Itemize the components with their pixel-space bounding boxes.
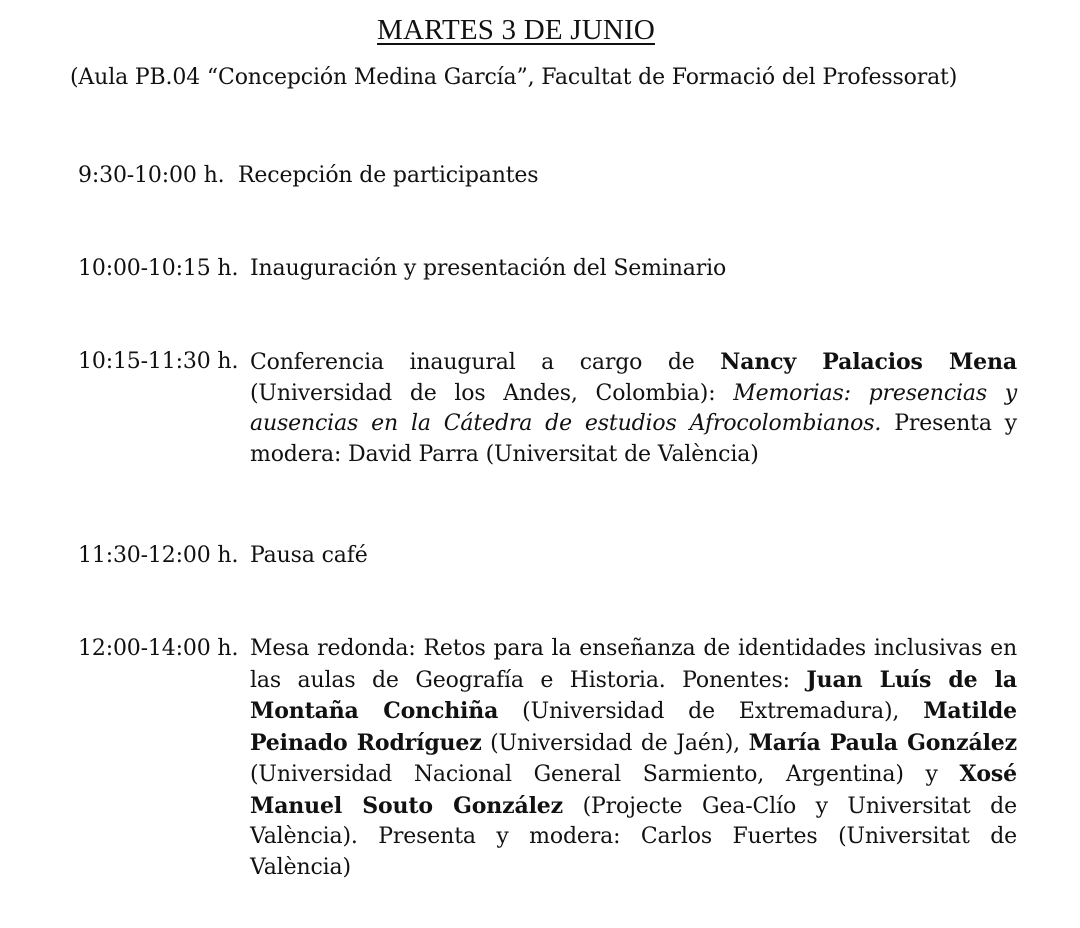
speaker-name: Xosé Manuel Souto González	[250, 761, 1017, 819]
entry-description	[250, 347, 1017, 470]
keynote-intro: Conferencia inaugural a cargo de	[250, 350, 695, 375]
moderation: Presenta y modera: David Parra (Universitat de València)	[250, 411, 1018, 467]
entry-time: 11:30-12:00 h.	[78, 543, 239, 568]
schedule-entry-round-table	[78, 634, 1020, 883]
moderation: Presenta y modera: Carlos Fuertes (Universitat de València)	[250, 824, 1018, 880]
entry-time: 12:00-14:00 h.	[78, 636, 239, 661]
schedule-entry-keynote	[78, 347, 1020, 470]
entry-description: Inauguración y presentación del Seminario	[250, 256, 727, 281]
schedule-entry-reception	[78, 161, 1020, 192]
speaker-name: Nancy Palacios Mena	[720, 349, 1017, 375]
entry-time: 9:30-10:00 h.	[78, 163, 225, 188]
venue-line: (Aula PB.04 “Concepción Medina García”, Facultat de Formació del Professorat)	[70, 65, 958, 90]
speaker-affiliation: (Universidad de Extremadura),	[522, 699, 900, 724]
day-heading: MARTES 3 DE JUNIO	[377, 14, 655, 46]
entry-time: 10:15-11:30 h.	[78, 349, 239, 374]
speaker-affiliation: (Universidad de los Andes, Colombia):	[250, 380, 716, 406]
schedule-entry-opening	[78, 254, 1020, 285]
talk-title: Memorias: presencias y ausencias en la Cátedra de estudios Afrocolombianos.	[250, 380, 1018, 436]
speaker-name: Matilde Peinado Rodríguez	[250, 698, 1018, 756]
entry-description: Pausa café	[250, 543, 368, 568]
speaker-affiliation: (Projecte Gea-Clío y Universitat de València).	[250, 793, 1017, 849]
speaker-affiliation: (Universidad de Jaén),	[490, 730, 740, 756]
speaker-name: María Paula González	[748, 729, 1017, 756]
speaker-affiliation: (Universidad Nacional General Sarmiento, Argentina)	[250, 762, 904, 787]
conjunction: y	[925, 762, 938, 787]
round-table-intro: Mesa redonda: Retos para la enseñanza de identidades inclusivas en las aulas de Geografía e Historia. Ponentes:	[250, 636, 1017, 693]
entry-description	[250, 634, 1017, 883]
speaker-name: Juan Luís de la Montaña Conchiña	[250, 666, 1017, 724]
schedule-entry-coffee-break	[78, 541, 1020, 572]
entry-description: Recepción de participantes	[238, 163, 539, 188]
entry-time: 10:00-10:15 h.	[78, 256, 239, 281]
